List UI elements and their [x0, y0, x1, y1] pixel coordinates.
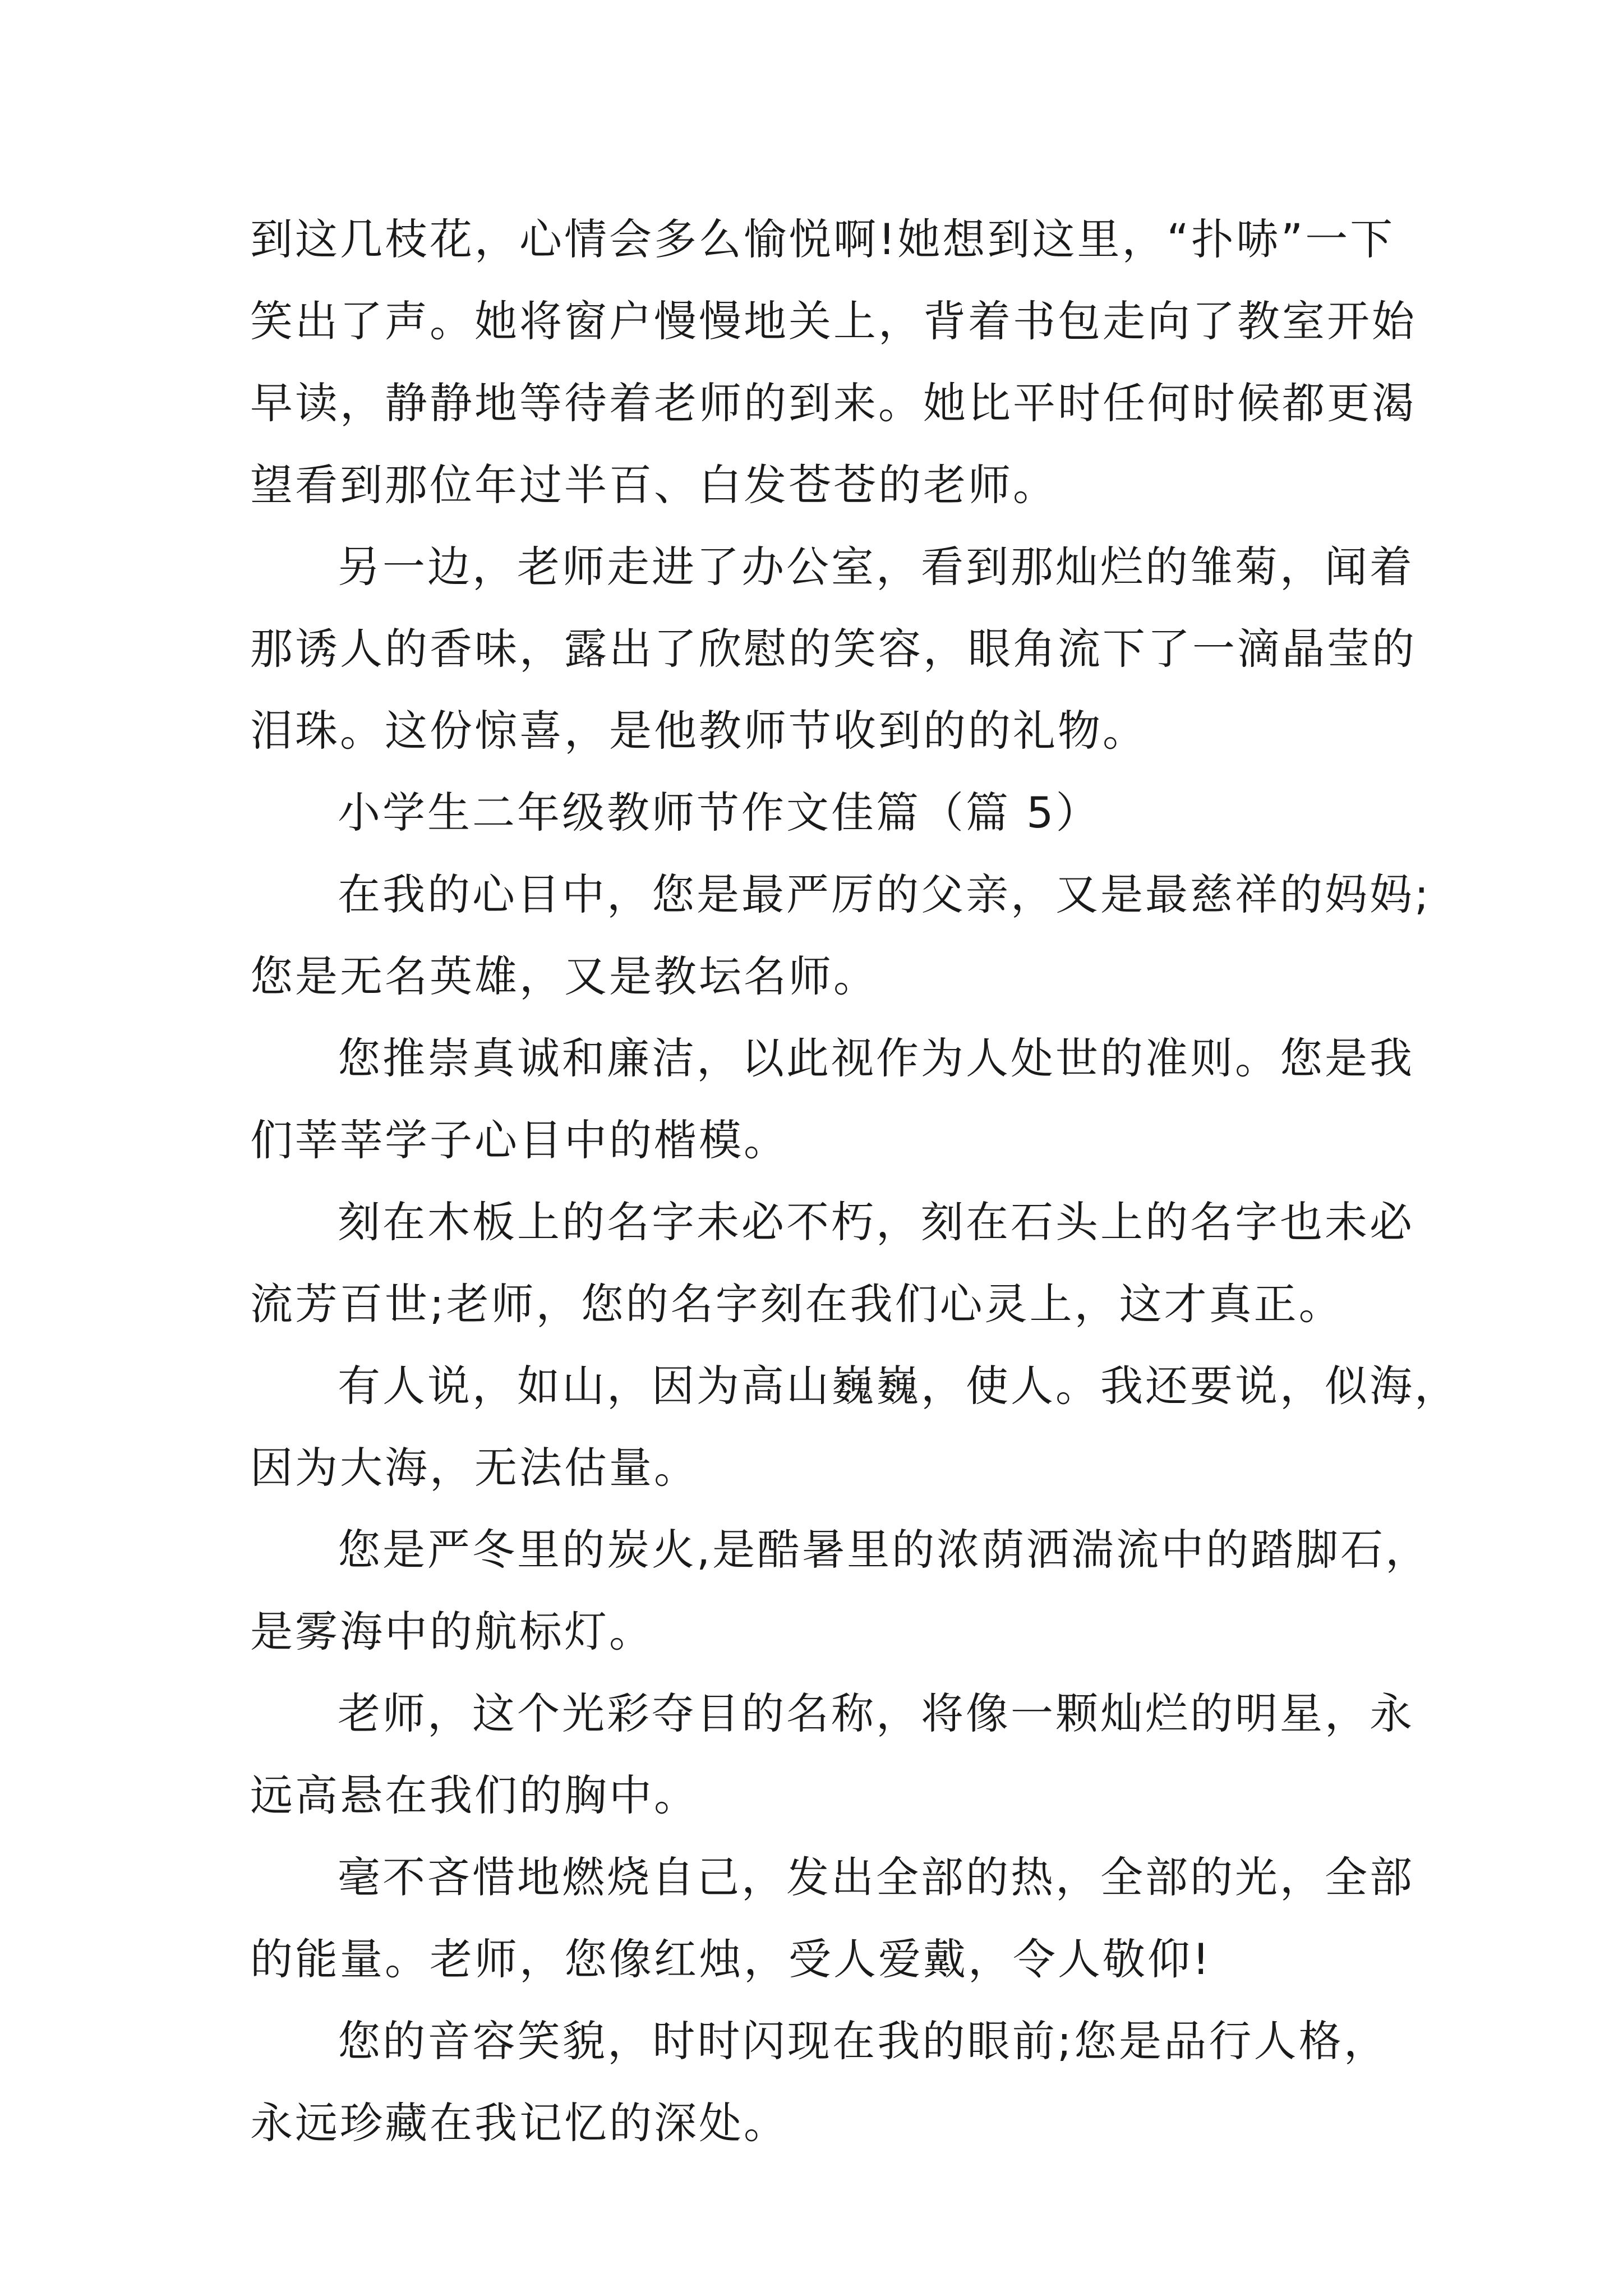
text-line-6: 那诱人的香味，露出了欣慰的笑容，眼角流下了一滴晶莹的: [250, 624, 1417, 674]
text-line-18: 是雾海中的航标灯。: [250, 1607, 654, 1657]
text-line-17: 您是严冬里的炭火,是酷暑里的浓荫洒湍流中的踏脚石，: [338, 1525, 1431, 1575]
text-line-20: 远高悬在我们的胸中。: [250, 1770, 699, 1820]
text-line-4: 望看到那位年过半百、白发苍苍的老师。: [250, 460, 1058, 510]
text-line-3: 早读，静静地等待着老师的到来。她比平时任何时候都更渴: [250, 378, 1417, 428]
text-line-22: 的能量。老师，您像红烛，受人爱戴，令人敬仰!: [250, 1934, 1212, 1984]
text-line-2: 笑出了声。她将窗户慢慢地关上，背着书包走向了教室开始: [250, 296, 1417, 346]
text-line-16: 因为大海，无法估量。: [250, 1443, 699, 1493]
text-line-11: 您推崇真诚和廉洁，以此视作为人处世的准则。您是我: [338, 1033, 1414, 1083]
text-line-23: 您的音容笑貌，时时闪现在我的眼前;您是品行人格，: [338, 2016, 1389, 2066]
text-line-9: 在我的心目中，您是最严厉的父亲，又是最慈祥的妈妈;: [338, 869, 1431, 919]
text-line-10: 您是无名英雄，又是教坛名师。: [250, 951, 878, 1001]
text-line-12: 们莘莘学子心目中的楷模。: [250, 1115, 789, 1165]
text-line-19: 老师，这个光彩夺目的名称，将像一颗灿烂的明星，永: [338, 1688, 1414, 1738]
text-line-24: 永远珍藏在我记忆的深处。: [250, 2098, 789, 2148]
text-line-13: 刻在木板上的名字未必不朽，刻在石头上的名字也未必: [338, 1197, 1414, 1247]
text-line-7: 泪珠。这份惊喜，是他教师节收到的的礼物。: [250, 706, 1147, 756]
text-line-5: 另一边，老师走进了办公室，看到那灿烂的雏菊，闻着: [338, 542, 1414, 592]
text-line-21: 毫不吝惜地燃烧自己，发出全部的热，全部的光，全部: [338, 1852, 1414, 1902]
text-line-1: 到这几枝花，心情会多么愉悦啊!她想到这里，“扑哧”一下: [250, 214, 1395, 264]
text-line-15: 有人说，如山，因为高山巍巍，使人。我还要说，似海，: [338, 1361, 1459, 1411]
text-line-14: 流芳百世;老师，您的名字刻在我们心灵上，这才真正。: [250, 1279, 1344, 1329]
section-heading: 小学生二年级教师节作文佳篇（篇 5）: [338, 788, 1101, 838]
